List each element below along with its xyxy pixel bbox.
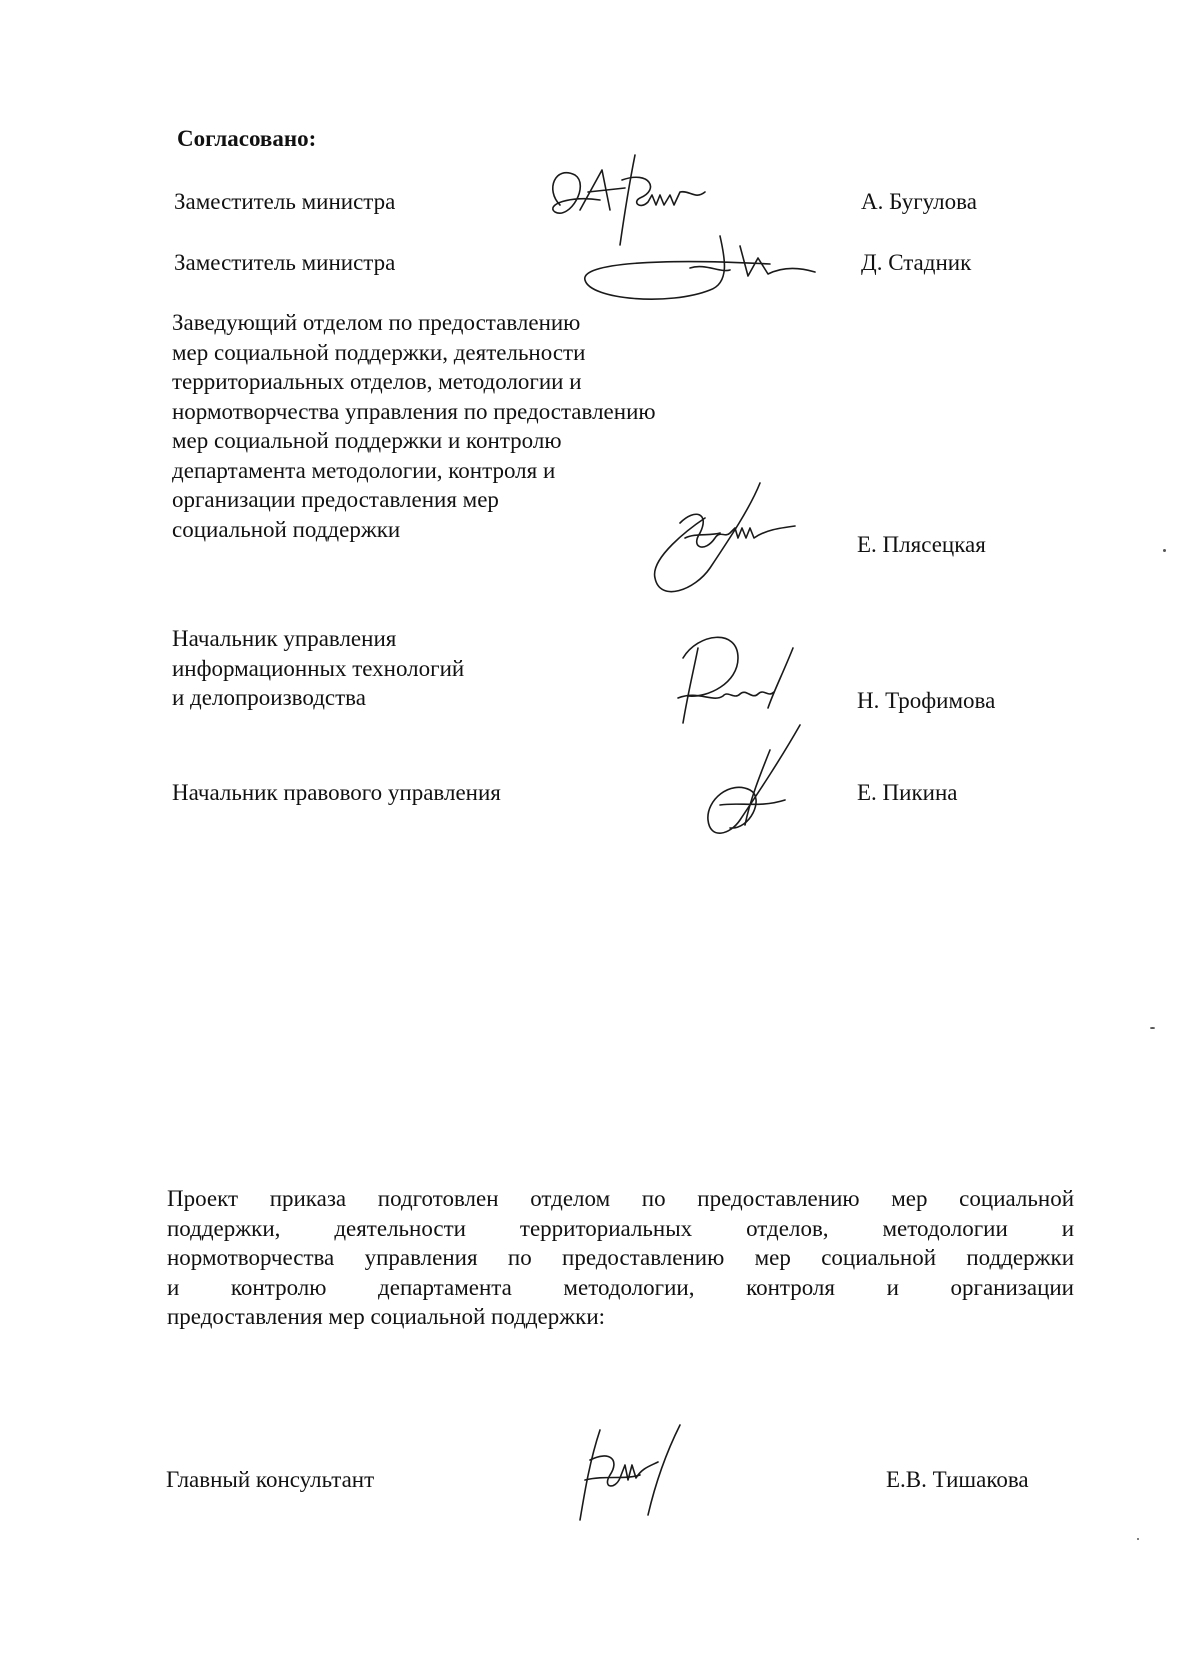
signature-tishakova: [570, 1420, 690, 1530]
paragraph-line: Проект приказа подготовлен отделом по предоставлению мер социальной: [167, 1186, 1074, 1211]
approval-heading: Согласовано:: [177, 126, 317, 151]
approver-name-2: Д. Стадник: [861, 250, 972, 275]
scan-speck: [1150, 1027, 1155, 1029]
position-line: департамента методологии, контроля и: [172, 457, 556, 483]
prepared-by-paragraph: [167, 1184, 1074, 1332]
signature-plyasetskaya: [650, 478, 800, 608]
approver-name-3: Е. Плясецкая: [857, 532, 986, 557]
approver-name-1: А. Бугулова: [861, 189, 977, 214]
approver-position-2: Заместитель министра: [174, 250, 396, 275]
approver-position-4: [172, 624, 464, 713]
paragraph-line: и контролю департамента методологии, контроля и организации: [167, 1274, 1074, 1300]
position-line: организации предоставления мер: [172, 487, 499, 512]
approver-name-4: Н. Трофимова: [857, 688, 996, 713]
scan-speck: [1163, 549, 1166, 552]
approver-name-5: Е. Пикина: [857, 780, 958, 805]
author-name: Е.В. Тишакова: [886, 1467, 1029, 1492]
position-line: территориальных отделов, методологии и: [172, 369, 582, 394]
scan-speck: [1137, 1538, 1139, 1540]
position-line: Начальник управления: [172, 626, 397, 651]
approver-position-3: [172, 308, 656, 544]
author-position: Главный консультант: [166, 1467, 375, 1492]
position-line: мер социальной поддержки и контролю: [172, 428, 562, 453]
position-line: мер социальной поддержки, деятельности: [172, 339, 586, 365]
signature-pikina: [700, 720, 810, 840]
approver-position-5: Начальник правового управления: [172, 780, 501, 805]
position-line: социальной поддержки: [172, 516, 401, 542]
paragraph-line: предоставления мер социальной поддержки:: [167, 1304, 606, 1329]
position-line: и делопроизводства: [172, 685, 366, 710]
paragraph-line: нормотворчества управления по предоставлению мер социальной поддержки: [167, 1245, 1074, 1270]
approver-position-1: Заместитель министра: [174, 189, 396, 214]
position-line: Заведующий отделом по предоставлению: [172, 310, 581, 335]
signature-stadnik: [580, 228, 820, 308]
paragraph-line: поддержки, деятельности территориальных отделов, методологии и: [167, 1215, 1074, 1241]
position-line: информационных технологий: [172, 655, 465, 681]
position-line: нормотворчества управления по предоставлению: [172, 398, 656, 424]
